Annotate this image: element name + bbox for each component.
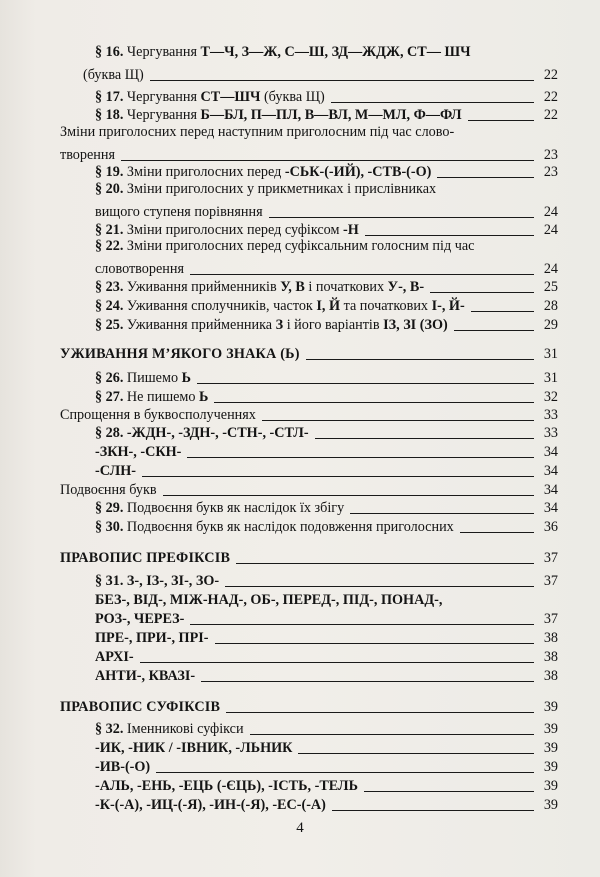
entry-bold-text-2: ІЗ, ЗІ (ЗО) — [383, 317, 448, 333]
entry-page-number: 39 — [543, 778, 558, 794]
toc-entry — [95, 276, 558, 296]
entry-continuation: (буква Щ) — [83, 67, 144, 83]
entry-page-number: 24 — [543, 204, 558, 220]
toc-entry — [95, 161, 558, 181]
entry-bold-text: Т—Ч, З—Ж, С—Ш, ЗД—ЖДЖ, СТ— ШЧ — [200, 44, 471, 60]
toc-entry — [60, 404, 558, 424]
entry-text: Зміни приголосних у прикметниках і прислівниках — [126, 181, 437, 197]
paragraph-mark: § 17. — [95, 89, 124, 105]
entry-page-number: 38 — [543, 630, 558, 646]
toc-entry — [95, 516, 558, 536]
entry-bold-text: Б—БЛ, П—ПЛ, В—ВЛ, М—МЛ, Ф—ФЛ — [200, 107, 462, 123]
entry-page-number: 22 — [543, 67, 558, 83]
entry-page-number: 33 — [543, 407, 558, 423]
entry-page-number: 37 — [543, 611, 558, 627]
toc-entry — [95, 295, 558, 315]
entry-page-number: 23 — [543, 147, 558, 163]
toc-entry — [95, 86, 558, 106]
toc-entry — [95, 314, 558, 334]
toc-entry — [95, 422, 558, 442]
toc-entry — [95, 775, 558, 795]
entry-bold-text: -К-(-А), -ИЦ-(-Я), -ИН-(-Я), -ЕС-(-А) — [95, 797, 326, 813]
entry-bold-text: -АЛЬ, -ЕНЬ, -ЕЦЬ (-ЄЦЬ), -ІСТЬ, -ТЕЛЬ — [95, 778, 359, 794]
entry-text: Не пишемо — [126, 389, 200, 405]
entry-text: Уживання сполучників, часток — [126, 298, 317, 314]
toc-entry — [95, 794, 558, 814]
entry-continuation: словотворення — [95, 261, 184, 277]
toc-entry — [95, 570, 558, 590]
entry-page-number: 39 — [543, 759, 558, 775]
leader-line — [225, 586, 534, 587]
entry-bold-text: -ЖДН-, -ЗДН-, -СТН-, -СТЛ- — [126, 425, 309, 441]
entry-bold-text: Ь — [181, 370, 191, 386]
entry-page-number: 29 — [543, 317, 558, 333]
entry-text: Пишемо — [126, 370, 182, 386]
entry-page-number: 22 — [543, 107, 558, 123]
entry-text: Чергування — [126, 89, 201, 105]
leader-line — [471, 311, 534, 312]
entry-bold-text: З-, ІЗ-, ЗІ-, ЗО- — [126, 573, 220, 589]
entry-page-number: 39 — [543, 721, 558, 737]
entry-page-number: 31 — [543, 370, 558, 386]
toc-entry — [95, 718, 558, 738]
paragraph-mark: § 29. — [95, 500, 124, 516]
leader-line — [269, 217, 534, 218]
leader-line — [306, 359, 534, 360]
entry-text: Чергування — [126, 44, 201, 60]
leader-line — [315, 438, 534, 439]
entry-page-number: 22 — [543, 89, 558, 105]
entry-page-number: 28 — [543, 298, 558, 314]
entry-text-tail: і початкових — [304, 279, 388, 295]
leader-line — [350, 513, 534, 514]
entry-page-number: 37 — [543, 573, 558, 589]
leader-line — [150, 80, 534, 81]
leader-line — [365, 235, 534, 236]
paragraph-mark: § 32. — [95, 721, 124, 737]
entry-bold-text: АНТИ-, КВАЗІ- — [95, 668, 196, 684]
page-number: 4 — [296, 820, 304, 836]
toc-entry — [95, 460, 558, 480]
leader-line — [332, 810, 534, 811]
entry-bold-text: БЕЗ-, ВІД-, МІЖ-НАД-, ОБ-, ПЕРЕД-, ПІД-, ПОНАД-, — [95, 592, 443, 608]
entry-text: Зміни приголосних перед суфіксальним голосним під час — [126, 238, 475, 254]
entry-page-number: 23 — [543, 164, 558, 180]
entry-bold-text: СТ—ШЧ — [200, 89, 261, 105]
entry-bold-text: -СЛН- — [95, 463, 136, 479]
paragraph-mark: § 21. — [95, 222, 124, 238]
entry-text: Подвоєння букв як наслідок їх збігу — [126, 500, 345, 516]
paragraph-mark: § 25. — [95, 317, 124, 333]
entry-page-number: 34 — [543, 482, 558, 498]
paragraph-mark: § 26. — [95, 370, 124, 386]
entry-text: Зміни приголосних перед суфіксом — [126, 222, 344, 238]
leader-line — [201, 681, 534, 682]
leader-line — [190, 274, 534, 275]
leader-line — [187, 457, 534, 458]
entry-bold-text: РОЗ-, ЧЕРЕЗ- — [95, 611, 185, 627]
entry-page-number: 38 — [543, 668, 558, 684]
toc-entry — [83, 64, 558, 84]
entry-bold-text: У, В — [280, 279, 305, 295]
leader-line — [364, 791, 534, 792]
toc-entry-first-line — [95, 181, 436, 198]
entry-text: Іменникові суфікси — [126, 721, 244, 737]
entry-bold-text: ПРЕ-, ПРИ-, ПРІ- — [95, 630, 209, 646]
entry-bold-text: -СЬК-(-ИЙ), -СТВ-(-О) — [284, 164, 432, 180]
leader-line — [331, 102, 534, 103]
toc-entry — [95, 608, 558, 628]
entry-page-number: 39 — [543, 699, 558, 715]
entry-text: Уживання прийменників — [126, 279, 281, 295]
leader-line — [430, 292, 534, 293]
toc-entry — [95, 756, 558, 776]
paragraph-mark: § 23. — [95, 279, 124, 295]
paragraph-mark: § 24. — [95, 298, 124, 314]
paragraph-mark: § 19. — [95, 164, 124, 180]
entry-page-number: 34 — [543, 500, 558, 516]
toc-entry — [95, 386, 558, 406]
leader-line — [236, 563, 534, 564]
entry-text: Уживання прийменника — [126, 317, 276, 333]
paragraph-mark: § 22. — [95, 238, 124, 254]
entry-bold-text: І, Й — [316, 298, 341, 314]
entry-continuation: вищого ступеня порівняння — [95, 204, 263, 220]
toc-entry — [95, 201, 558, 221]
leader-line — [250, 734, 534, 735]
leader-line — [215, 643, 535, 644]
leader-line — [156, 772, 534, 773]
entry-bold-text-2: І-, Й- — [431, 298, 465, 314]
toc-entry — [95, 104, 558, 124]
leader-line — [226, 712, 534, 713]
entry-page-number: 34 — [543, 444, 558, 460]
leader-line — [142, 476, 534, 477]
toc-heading — [60, 343, 558, 363]
entry-bold-text: -ЗКН-, -СКН- — [95, 444, 182, 460]
entry-bold-text: З — [275, 317, 284, 333]
entry-bold-text: Ь — [199, 389, 209, 405]
toc-entry — [60, 479, 558, 499]
section-heading: ПРАВОПИС ПРЕФІКСІВ — [60, 550, 231, 566]
entry-text: Подвоєння букв як наслідок подовження приголосних — [126, 519, 454, 535]
leader-line — [468, 120, 534, 121]
leader-line — [437, 177, 534, 178]
toc-entry — [95, 258, 558, 278]
section-heading: УЖИВАННЯ М’ЯКОГО ЗНАКА (Ь) — [60, 346, 300, 362]
toc-entry-first-line — [95, 238, 474, 255]
entry-bold-text: АРХІ- — [95, 649, 134, 665]
entry-text: Зміни приголосних перед наступним приголосним під час слово- — [60, 124, 455, 140]
entry-page-number: 37 — [543, 550, 558, 566]
entry-bold-text-2: У-, В- — [387, 279, 425, 295]
leader-line — [140, 662, 534, 663]
leader-line — [262, 420, 534, 421]
toc-entry — [95, 737, 558, 757]
leader-line — [460, 532, 534, 533]
entry-page-number: 34 — [543, 463, 558, 479]
toc-entry — [95, 665, 558, 685]
entry-text: Спрощення в буквосполученнях — [60, 407, 256, 423]
entry-text-tail: (буква Щ) — [260, 89, 325, 105]
entry-page-number: 32 — [543, 389, 558, 405]
entry-bold-text: -ИК, -НИК / -ІВНИК, -ЛЬНИК — [95, 740, 293, 756]
entry-text: Подвоєння букв — [60, 482, 157, 498]
toc-entry — [95, 589, 558, 609]
entry-text-tail: та початкових — [340, 298, 432, 314]
entry-bold-text: -ИВ-(-О) — [95, 759, 151, 775]
toc-entry — [95, 627, 558, 647]
entry-continuation: творення — [60, 147, 115, 163]
paragraph-mark: § 18. — [95, 107, 124, 123]
paragraph-mark: § 28. — [95, 425, 124, 441]
entry-text-tail: і його варіантів — [283, 317, 384, 333]
toc-entry — [95, 367, 558, 387]
toc-entry — [95, 441, 558, 461]
entry-page-number: 38 — [543, 649, 558, 665]
paragraph-mark: § 27. — [95, 389, 124, 405]
leader-line — [197, 383, 534, 384]
entry-page-number: 24 — [543, 222, 558, 238]
toc-entry — [95, 646, 558, 666]
paragraph-mark: § 31. — [95, 573, 124, 589]
toc-heading — [60, 547, 558, 567]
paragraph-mark: § 20. — [95, 181, 124, 197]
entry-page-number: 25 — [543, 279, 558, 295]
toc-entry-first-line — [95, 44, 471, 61]
toc-entry-first-line — [60, 124, 454, 141]
leader-line — [214, 402, 534, 403]
entry-page-number: 39 — [543, 797, 558, 813]
entry-page-number: 33 — [543, 425, 558, 441]
entry-bold-text: -Н — [343, 222, 359, 238]
paragraph-mark: § 30. — [95, 519, 124, 535]
entry-page-number: 36 — [543, 519, 558, 535]
toc-heading — [60, 696, 558, 716]
toc-entry — [95, 497, 558, 517]
leader-line — [298, 753, 534, 754]
section-heading: ПРАВОПИС СУФІКСІВ — [60, 699, 221, 715]
entry-text: Зміни приголосних перед — [126, 164, 285, 180]
leader-line — [190, 624, 534, 625]
entry-page-number: 39 — [543, 740, 558, 756]
entry-page-number: 31 — [543, 346, 558, 362]
paragraph-mark: § 16. — [95, 44, 124, 60]
entry-page-number: 24 — [543, 261, 558, 277]
entry-text: Чергування — [126, 107, 201, 123]
leader-line — [454, 330, 534, 331]
toc-entry — [95, 219, 558, 239]
leader-line — [163, 495, 534, 496]
